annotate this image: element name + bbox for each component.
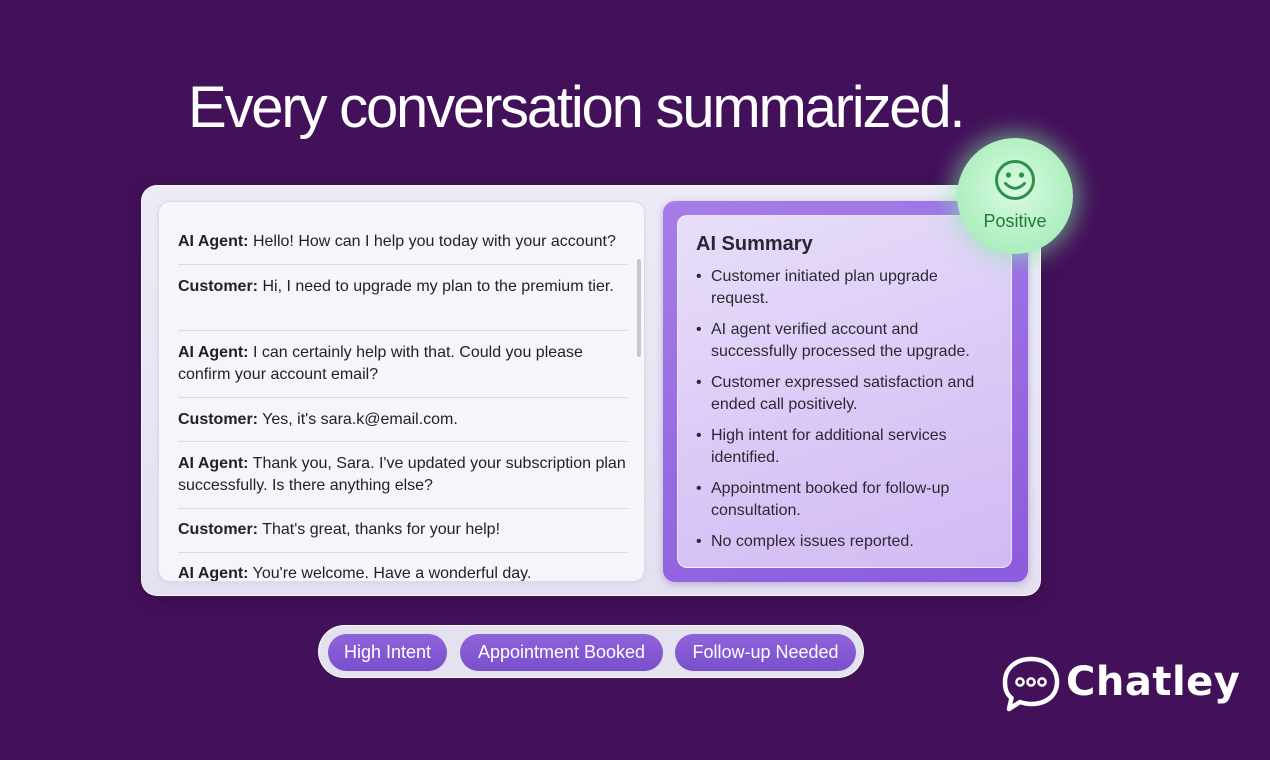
bullet-text: Appointment booked for follow-up consultation.	[711, 480, 950, 519]
brand-name: Chatley	[1066, 659, 1241, 705]
message-divider	[178, 552, 628, 553]
transcript-scrollbar[interactable]	[637, 259, 641, 357]
summary-title: AI Summary	[696, 233, 813, 255]
message-text: You're welcome. Have a wonderful day.	[252, 565, 532, 582]
message-divider	[178, 330, 628, 331]
transcript-message	[178, 409, 630, 431]
tag-appointment-booked[interactable]: Appointment Booked	[460, 634, 663, 671]
bullet-text: Customer initiated plan upgrade request.	[711, 268, 938, 307]
ai-summary-content	[677, 215, 1012, 568]
summary-bullet	[696, 425, 996, 469]
message-speaker: AI Agent:	[178, 233, 249, 250]
ai-summary-card	[663, 201, 1028, 582]
tag-high-intent[interactable]: High Intent	[328, 634, 447, 671]
bullet-dot: •	[696, 321, 702, 338]
summary-bullet	[696, 319, 996, 363]
message-speaker: Customer:	[178, 411, 259, 428]
bullet-dot: •	[696, 533, 702, 550]
message-text: Hi, I need to upgrade my plan to the premium tier.	[262, 278, 614, 295]
smiley-face-icon	[993, 158, 1037, 202]
transcript-message	[178, 563, 630, 582]
message-divider	[178, 441, 628, 442]
transcript-message	[178, 276, 630, 298]
summary-bullet	[696, 478, 996, 522]
summary-bullet	[696, 531, 996, 553]
bullet-text: AI agent verified account and successfully processed the upgrade.	[711, 321, 970, 360]
message-divider	[178, 264, 628, 265]
summary-bullet	[696, 266, 996, 310]
message-text: Hello! How can I help you today with your account?	[252, 233, 616, 250]
page-headline: Every conversation summarized.	[188, 75, 964, 140]
sentiment-label: Positive	[983, 211, 1047, 231]
conversation-panel	[141, 185, 1041, 596]
message-speaker: Customer:	[178, 278, 259, 295]
transcript-message	[178, 342, 630, 386]
transcript-message	[178, 519, 630, 541]
bullet-dot: •	[696, 480, 702, 497]
message-text: Thank you, Sara. I've updated your subscription plan successfully. Is there anything else?	[178, 455, 626, 494]
bullet-text: No complex issues reported.	[711, 533, 914, 550]
message-divider	[178, 508, 628, 509]
bullet-dot: •	[696, 427, 702, 444]
tag-bar	[318, 625, 864, 678]
message-text: I can certainly help with that. Could you please confirm your account email?	[178, 344, 583, 383]
brand-logo	[1000, 652, 1240, 716]
summary-bullet	[696, 372, 996, 416]
message-speaker: Customer:	[178, 521, 259, 538]
bullet-text: Customer expressed satisfaction and ended call positively.	[711, 374, 975, 413]
bullet-dot: •	[696, 268, 702, 285]
message-speaker: AI Agent:	[178, 565, 249, 582]
transcript-card	[158, 201, 645, 582]
tag-follow-up-needed[interactable]: Follow-up Needed	[675, 634, 856, 671]
chat-bubble-logo-icon	[1000, 654, 1062, 714]
message-text: That's great, thanks for your help!	[262, 521, 501, 538]
transcript-message	[178, 231, 630, 253]
message-divider	[178, 397, 628, 398]
message-text: Yes, it's sara.k@email.com.	[262, 411, 458, 428]
bullet-dot: •	[696, 374, 702, 391]
message-speaker: AI Agent:	[178, 344, 249, 361]
message-speaker: AI Agent:	[178, 455, 249, 472]
transcript-message	[178, 453, 630, 497]
bullet-text: High intent for additional services identified.	[711, 427, 947, 466]
sentiment-badge	[957, 138, 1073, 254]
